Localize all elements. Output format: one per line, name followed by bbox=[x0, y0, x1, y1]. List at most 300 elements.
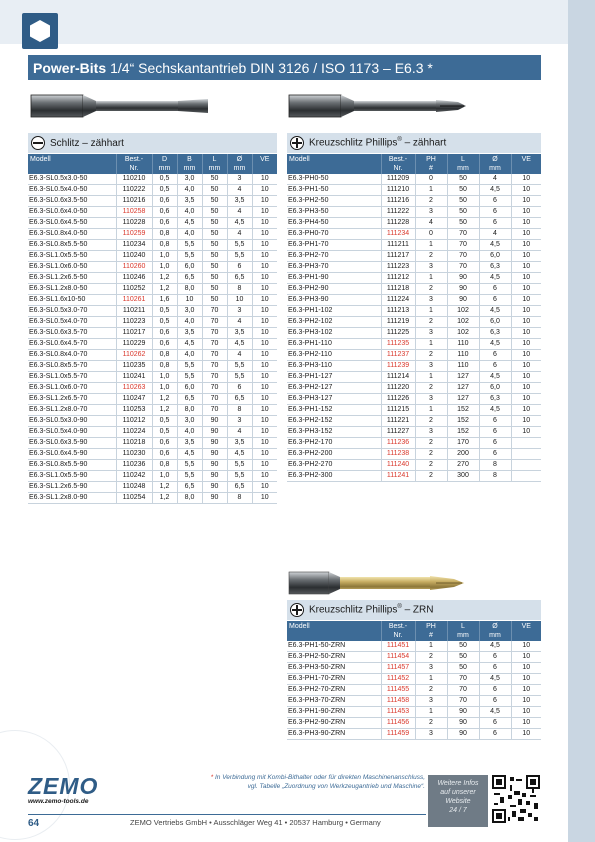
order-number-cell: 110240 bbox=[116, 251, 152, 262]
value-cell: 4 bbox=[227, 207, 252, 218]
value-cell: 10 bbox=[511, 317, 541, 328]
value-cell: 70 bbox=[202, 361, 227, 372]
hexagon-icon bbox=[29, 19, 51, 43]
value-cell: 2 bbox=[415, 317, 447, 328]
value-cell: 10 bbox=[511, 185, 541, 196]
value-cell: 4,5 bbox=[479, 273, 511, 284]
model-cell: E6.3-PH0-70 bbox=[287, 229, 381, 240]
footnote: * In Verbindung mit Kombi-Bithalter oder für direkten Maschinenanschluss, vgl. Tabelle „Zuordnung von Werkzeugantrieb und Maschine“. bbox=[210, 774, 425, 790]
model-cell: E6.3-SL0.6x3.5-90 bbox=[28, 438, 116, 449]
table-row bbox=[287, 641, 541, 652]
value-cell: 6,0 bbox=[479, 383, 511, 394]
value-cell bbox=[511, 460, 541, 471]
model-cell: E6.3-PH0-50 bbox=[287, 174, 381, 185]
value-cell: 4,5 bbox=[479, 240, 511, 251]
model-cell: E6.3-PH1-50 bbox=[287, 185, 381, 196]
order-number-cell: 110224 bbox=[116, 427, 152, 438]
value-cell: 6 bbox=[479, 427, 511, 438]
table-row bbox=[287, 196, 541, 207]
table-row bbox=[28, 383, 277, 394]
value-cell: 50 bbox=[202, 284, 227, 295]
value-cell: 70 bbox=[202, 372, 227, 383]
table-row bbox=[28, 273, 277, 284]
value-cell: 10 bbox=[252, 306, 277, 317]
value-cell: 5,5 bbox=[177, 460, 202, 471]
value-cell: 2 bbox=[415, 416, 447, 427]
value-cell: 3 bbox=[227, 306, 252, 317]
value-cell: 1,2 bbox=[152, 493, 177, 504]
model-cell: E6.3-PH1-90-ZRN bbox=[287, 707, 381, 718]
table-row bbox=[28, 372, 277, 383]
value-cell: 10 bbox=[511, 295, 541, 306]
value-cell: 10 bbox=[252, 460, 277, 471]
table-row bbox=[287, 273, 541, 284]
value-cell: 10 bbox=[511, 685, 541, 696]
table-row bbox=[28, 229, 277, 240]
value-cell: 3 bbox=[415, 207, 447, 218]
column-header: Modell bbox=[287, 621, 381, 641]
model-cell: E6.3-SL0.6x4.5-70 bbox=[28, 339, 116, 350]
value-cell: 5,5 bbox=[177, 240, 202, 251]
value-cell: 2 bbox=[415, 718, 447, 729]
value-cell: 70 bbox=[202, 350, 227, 361]
value-cell: 1,2 bbox=[152, 284, 177, 295]
value-cell: 8 bbox=[479, 471, 511, 482]
value-cell: 0,6 bbox=[152, 196, 177, 207]
value-cell: 4,5 bbox=[479, 306, 511, 317]
zrn-section-title: Kreuzschlitz Phillips® – ZRN bbox=[309, 604, 434, 616]
model-cell: E6.3-PH4-50 bbox=[287, 218, 381, 229]
value-cell: 4,0 bbox=[177, 317, 202, 328]
column-header: D mm bbox=[152, 154, 177, 174]
value-cell: 10 bbox=[511, 729, 541, 740]
order-number-cell: 110259 bbox=[116, 229, 152, 240]
value-cell: 3,5 bbox=[227, 328, 252, 339]
value-cell: 10 bbox=[511, 427, 541, 438]
order-number-cell: 111451 bbox=[381, 641, 415, 652]
value-cell: 90 bbox=[202, 460, 227, 471]
value-cell: 2 bbox=[415, 685, 447, 696]
value-cell: 50 bbox=[202, 295, 227, 306]
order-number-cell: 111213 bbox=[381, 306, 415, 317]
value-cell: 10 bbox=[511, 196, 541, 207]
model-cell: E6.3-SL0.5x3.0-70 bbox=[28, 306, 116, 317]
value-cell: 6 bbox=[479, 295, 511, 306]
value-cell: 90 bbox=[447, 718, 479, 729]
value-cell: 300 bbox=[447, 471, 479, 482]
order-number-cell: 110234 bbox=[116, 240, 152, 251]
model-cell: E6.3-SL1.0x5.5-70 bbox=[28, 372, 116, 383]
value-cell: 50 bbox=[447, 641, 479, 652]
column-header: B mm bbox=[177, 154, 202, 174]
table-header-row bbox=[287, 154, 541, 174]
order-number-cell: 110260 bbox=[116, 262, 152, 273]
value-cell: 50 bbox=[202, 218, 227, 229]
value-cell: 4 bbox=[227, 185, 252, 196]
model-cell: E6.3-PH3-110 bbox=[287, 361, 381, 372]
order-number-cell: 111452 bbox=[381, 674, 415, 685]
model-cell: E6.3-SL0.6x4.0-50 bbox=[28, 207, 116, 218]
value-cell: 50 bbox=[447, 663, 479, 674]
value-cell: 10 bbox=[511, 641, 541, 652]
value-cell: 2 bbox=[415, 350, 447, 361]
model-cell: E6.3-SL0.5x4.0-50 bbox=[28, 185, 116, 196]
value-cell: 10 bbox=[511, 251, 541, 262]
value-cell: 6 bbox=[479, 218, 511, 229]
value-cell: 6 bbox=[479, 718, 511, 729]
order-number-cell: 111239 bbox=[381, 361, 415, 372]
value-cell: 10 bbox=[252, 185, 277, 196]
value-cell: 270 bbox=[447, 460, 479, 471]
order-number-cell: 110222 bbox=[116, 185, 152, 196]
table-row bbox=[28, 405, 277, 416]
model-cell: E6.3-PH3-50 bbox=[287, 207, 381, 218]
value-cell: 0,6 bbox=[152, 438, 177, 449]
order-number-cell: 111457 bbox=[381, 663, 415, 674]
order-number-cell: 110217 bbox=[116, 328, 152, 339]
column-header: Ø mm bbox=[227, 154, 252, 174]
value-cell: 2 bbox=[415, 284, 447, 295]
value-cell: 1,2 bbox=[152, 273, 177, 284]
value-cell: 10 bbox=[252, 416, 277, 427]
value-cell: 10 bbox=[252, 449, 277, 460]
value-cell: 50 bbox=[447, 196, 479, 207]
model-cell: E6.3-PH1-70 bbox=[287, 240, 381, 251]
value-cell: 5,5 bbox=[177, 372, 202, 383]
value-cell: 0 bbox=[415, 174, 447, 185]
table-row bbox=[287, 262, 541, 273]
value-cell: 10 bbox=[511, 718, 541, 729]
table-row bbox=[28, 482, 277, 493]
table-row bbox=[28, 306, 277, 317]
value-cell: 3 bbox=[415, 696, 447, 707]
order-number-cell: 111218 bbox=[381, 284, 415, 295]
value-cell: 70 bbox=[447, 674, 479, 685]
table-row bbox=[28, 493, 277, 504]
model-cell: E6.3-SL1.2x8.0-90 bbox=[28, 493, 116, 504]
value-cell: 6,0 bbox=[479, 251, 511, 262]
phillips-drive-icon bbox=[290, 136, 304, 150]
column-header: PH # bbox=[415, 621, 447, 641]
table-row bbox=[287, 427, 541, 438]
order-number-cell: 111238 bbox=[381, 449, 415, 460]
order-number-cell: 111241 bbox=[381, 471, 415, 482]
model-cell: E6.3-SL0.8x5.5-90 bbox=[28, 460, 116, 471]
value-cell bbox=[511, 438, 541, 449]
value-cell: 102 bbox=[447, 317, 479, 328]
value-cell: 10 bbox=[227, 295, 252, 306]
value-cell: 0,5 bbox=[152, 306, 177, 317]
value-cell: 2 bbox=[415, 383, 447, 394]
value-cell: 50 bbox=[202, 196, 227, 207]
value-cell: 5,5 bbox=[227, 471, 252, 482]
table-row bbox=[28, 196, 277, 207]
table-row bbox=[287, 306, 541, 317]
phillips-section-header bbox=[287, 133, 541, 153]
value-cell: 4,0 bbox=[177, 427, 202, 438]
table-row bbox=[287, 328, 541, 339]
value-cell: 10 bbox=[252, 394, 277, 405]
value-cell: 3,5 bbox=[227, 196, 252, 207]
table-row bbox=[28, 262, 277, 273]
table-row bbox=[28, 185, 277, 196]
column-header: VE bbox=[511, 621, 541, 641]
model-cell: E6.3-PH1-70-ZRN bbox=[287, 674, 381, 685]
value-cell: 6 bbox=[479, 729, 511, 740]
order-number-cell: 111226 bbox=[381, 394, 415, 405]
table-row bbox=[287, 729, 541, 740]
model-cell: E6.3-SL0.6x3.5-50 bbox=[28, 196, 116, 207]
value-cell: 110 bbox=[447, 361, 479, 372]
value-cell bbox=[511, 449, 541, 460]
value-cell: 10 bbox=[511, 383, 541, 394]
value-cell: 6 bbox=[479, 361, 511, 372]
value-cell: 4,5 bbox=[479, 372, 511, 383]
order-number-cell: 110241 bbox=[116, 372, 152, 383]
value-cell: 8,0 bbox=[177, 284, 202, 295]
order-number-cell: 111223 bbox=[381, 262, 415, 273]
model-cell: E6.3-PH2-102 bbox=[287, 317, 381, 328]
value-cell: 110 bbox=[447, 339, 479, 350]
value-cell: 10 bbox=[511, 339, 541, 350]
order-number-cell: 111217 bbox=[381, 251, 415, 262]
value-cell: 10 bbox=[511, 273, 541, 284]
value-cell: 1 bbox=[415, 372, 447, 383]
order-number-cell: 110262 bbox=[116, 350, 152, 361]
order-number-cell: 111458 bbox=[381, 696, 415, 707]
value-cell: 70 bbox=[447, 240, 479, 251]
value-cell: 50 bbox=[202, 251, 227, 262]
value-cell: 1 bbox=[415, 405, 447, 416]
value-cell: 1 bbox=[415, 185, 447, 196]
value-cell: 10 bbox=[511, 207, 541, 218]
logo-url[interactable]: www.zemo-tools.de bbox=[28, 798, 89, 805]
order-number-cell: 111215 bbox=[381, 405, 415, 416]
column-header: L mm bbox=[447, 621, 479, 641]
value-cell: 10 bbox=[511, 707, 541, 718]
table-row bbox=[28, 460, 277, 471]
order-number-cell: 110216 bbox=[116, 196, 152, 207]
column-header: Modell bbox=[287, 154, 381, 174]
value-cell: 90 bbox=[202, 449, 227, 460]
order-number-cell: 110211 bbox=[116, 306, 152, 317]
slot-section-title: Schlitz – zähhart bbox=[50, 137, 124, 149]
value-cell: 90 bbox=[202, 438, 227, 449]
value-cell: 152 bbox=[447, 416, 479, 427]
order-number-cell: 111240 bbox=[381, 460, 415, 471]
order-number-cell: 111219 bbox=[381, 317, 415, 328]
model-cell: E6.3-PH2-50 bbox=[287, 196, 381, 207]
table-row bbox=[28, 328, 277, 339]
value-cell: 5,5 bbox=[177, 251, 202, 262]
value-cell: 8 bbox=[227, 405, 252, 416]
value-cell: 10 bbox=[511, 663, 541, 674]
table-row bbox=[287, 174, 541, 185]
value-cell: 6 bbox=[479, 685, 511, 696]
value-cell: 3 bbox=[415, 361, 447, 372]
value-cell: 4,5 bbox=[227, 339, 252, 350]
slotted-bit-image bbox=[30, 87, 210, 127]
model-cell: E6.3-PH2-200 bbox=[287, 449, 381, 460]
table-row bbox=[287, 449, 541, 460]
value-cell: 3 bbox=[415, 328, 447, 339]
value-cell: 1,0 bbox=[152, 383, 177, 394]
table-row bbox=[28, 416, 277, 427]
value-cell: 4,5 bbox=[479, 707, 511, 718]
value-cell: 127 bbox=[447, 383, 479, 394]
column-header: L mm bbox=[202, 154, 227, 174]
qr-code-icon[interactable] bbox=[492, 775, 540, 823]
table-row bbox=[28, 350, 277, 361]
value-cell: 4,5 bbox=[227, 218, 252, 229]
table-row bbox=[287, 229, 541, 240]
value-cell: 3 bbox=[415, 295, 447, 306]
slot-table bbox=[28, 154, 277, 504]
value-cell: 4,5 bbox=[227, 449, 252, 460]
value-cell: 10 bbox=[252, 262, 277, 273]
value-cell: 70 bbox=[202, 405, 227, 416]
value-cell: 6 bbox=[479, 350, 511, 361]
value-cell: 152 bbox=[447, 405, 479, 416]
order-number-cell: 111212 bbox=[381, 273, 415, 284]
value-cell: 1,0 bbox=[152, 262, 177, 273]
model-cell: E6.3-PH2-70-ZRN bbox=[287, 685, 381, 696]
model-cell: E6.3-PH2-110 bbox=[287, 350, 381, 361]
order-number-cell: 110210 bbox=[116, 174, 152, 185]
model-cell: E6.3-SL0.6x4.5-50 bbox=[28, 218, 116, 229]
table-row bbox=[287, 383, 541, 394]
order-number-cell: 111227 bbox=[381, 427, 415, 438]
value-cell: 3 bbox=[227, 416, 252, 427]
value-cell: 3,5 bbox=[177, 196, 202, 207]
value-cell: 5,5 bbox=[227, 240, 252, 251]
value-cell: 200 bbox=[447, 449, 479, 460]
model-cell: E6.3-PH3-50-ZRN bbox=[287, 663, 381, 674]
value-cell: 90 bbox=[202, 493, 227, 504]
order-number-cell: 111216 bbox=[381, 196, 415, 207]
value-cell: 10 bbox=[252, 405, 277, 416]
model-cell: E6.3-PH2-90-ZRN bbox=[287, 718, 381, 729]
value-cell: 10 bbox=[511, 350, 541, 361]
value-cell: 0,8 bbox=[152, 460, 177, 471]
value-cell: 10 bbox=[252, 196, 277, 207]
page-title bbox=[28, 55, 541, 80]
table-row bbox=[287, 471, 541, 482]
value-cell: 10 bbox=[511, 262, 541, 273]
value-cell: 4,5 bbox=[177, 449, 202, 460]
model-cell: E6.3-PH2-152 bbox=[287, 416, 381, 427]
value-cell: 3 bbox=[415, 427, 447, 438]
hex-drive-tab bbox=[22, 13, 58, 49]
value-cell: 1,2 bbox=[152, 482, 177, 493]
order-number-cell: 110223 bbox=[116, 317, 152, 328]
website-info-box: Weitere Infos auf unserer Website 24 / 7 bbox=[428, 775, 488, 827]
value-cell: 5,5 bbox=[227, 460, 252, 471]
value-cell: 90 bbox=[447, 284, 479, 295]
model-cell: E6.3-SL0.6x3.5-70 bbox=[28, 328, 116, 339]
model-cell: E6.3-PH1-50-ZRN bbox=[287, 641, 381, 652]
value-cell: 50 bbox=[202, 174, 227, 185]
order-number-cell: 110242 bbox=[116, 471, 152, 482]
value-cell: 2 bbox=[415, 438, 447, 449]
value-cell: 70 bbox=[447, 229, 479, 240]
table-row bbox=[287, 372, 541, 383]
value-cell: 152 bbox=[447, 427, 479, 438]
table-row bbox=[287, 317, 541, 328]
model-cell: E6.3-SL1.2x6.5-90 bbox=[28, 482, 116, 493]
value-cell: 90 bbox=[447, 729, 479, 740]
model-cell: E6.3-PH3-90-ZRN bbox=[287, 729, 381, 740]
value-cell: 2 bbox=[415, 652, 447, 663]
column-header: Modell bbox=[28, 154, 116, 174]
model-cell: E6.3-PH1-90 bbox=[287, 273, 381, 284]
value-cell: 90 bbox=[202, 471, 227, 482]
value-cell: 70 bbox=[202, 317, 227, 328]
value-cell: 10 bbox=[511, 361, 541, 372]
table-row bbox=[287, 718, 541, 729]
value-cell: 10 bbox=[511, 229, 541, 240]
table-row bbox=[287, 685, 541, 696]
model-cell: E6.3-SL0.8x4.0-70 bbox=[28, 350, 116, 361]
column-header: Ø mm bbox=[479, 621, 511, 641]
value-cell: 50 bbox=[447, 652, 479, 663]
value-cell: 102 bbox=[447, 328, 479, 339]
value-cell: 10 bbox=[511, 416, 541, 427]
model-cell: E6.3-PH3-70 bbox=[287, 262, 381, 273]
value-cell: 10 bbox=[252, 493, 277, 504]
value-cell: 3 bbox=[415, 729, 447, 740]
value-cell: 110 bbox=[447, 350, 479, 361]
value-cell: 6 bbox=[479, 196, 511, 207]
order-number-cell: 111455 bbox=[381, 685, 415, 696]
value-cell: 0,6 bbox=[152, 207, 177, 218]
footer-divider bbox=[28, 814, 426, 815]
model-cell: E6.3-PH2-127 bbox=[287, 383, 381, 394]
order-number-cell: 110248 bbox=[116, 482, 152, 493]
value-cell: 170 bbox=[447, 438, 479, 449]
value-cell: 6 bbox=[479, 284, 511, 295]
model-cell: E6.3-PH1-152 bbox=[287, 405, 381, 416]
model-cell: E6.3-SL0.5x4.0-90 bbox=[28, 427, 116, 438]
value-cell: 6,5 bbox=[227, 273, 252, 284]
model-cell: E6.3-PH3-70-ZRN bbox=[287, 696, 381, 707]
column-header: Ø mm bbox=[479, 154, 511, 174]
value-cell: 1 bbox=[415, 240, 447, 251]
table-row bbox=[28, 207, 277, 218]
column-header: Best.- Nr. bbox=[381, 621, 415, 641]
value-cell: 70 bbox=[202, 306, 227, 317]
table-row bbox=[28, 251, 277, 262]
value-cell: 2 bbox=[415, 196, 447, 207]
table-row bbox=[28, 449, 277, 460]
value-cell: 10 bbox=[511, 240, 541, 251]
model-cell: E6.3-SL0.8x5.5-50 bbox=[28, 240, 116, 251]
table-row bbox=[287, 240, 541, 251]
model-cell: E6.3-PH3-102 bbox=[287, 328, 381, 339]
model-cell: E6.3-SL0.5x4.0-70 bbox=[28, 317, 116, 328]
value-cell: 10 bbox=[252, 273, 277, 284]
value-cell: 5,5 bbox=[227, 251, 252, 262]
value-cell: 4 bbox=[227, 317, 252, 328]
value-cell: 0,5 bbox=[152, 427, 177, 438]
value-cell: 2 bbox=[415, 460, 447, 471]
model-cell: E6.3-PH2-50-ZRN bbox=[287, 652, 381, 663]
table-row bbox=[287, 405, 541, 416]
order-number-cell: 110236 bbox=[116, 460, 152, 471]
value-cell: 50 bbox=[447, 218, 479, 229]
order-number-cell: 110229 bbox=[116, 339, 152, 350]
order-number-cell: 110247 bbox=[116, 394, 152, 405]
